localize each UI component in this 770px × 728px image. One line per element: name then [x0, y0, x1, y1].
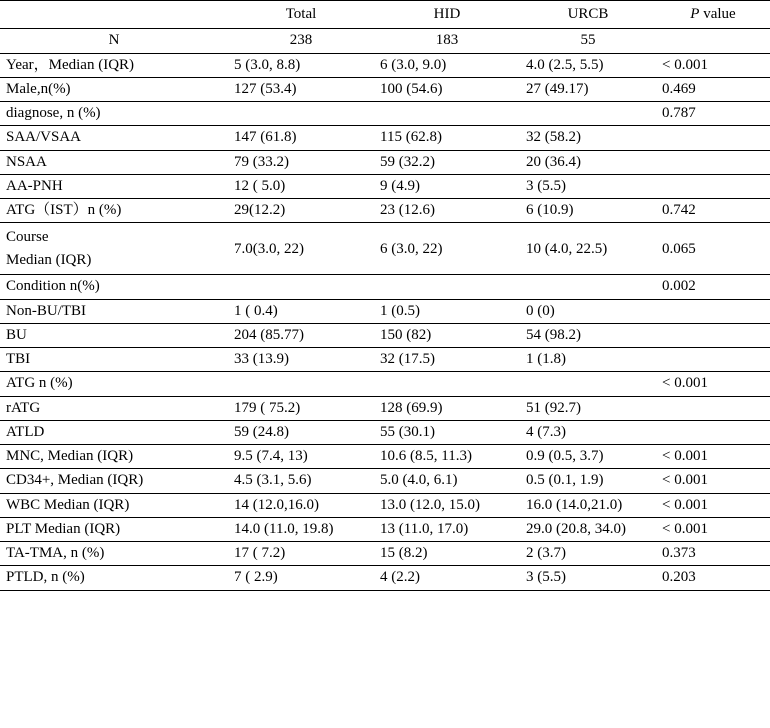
cell-hid: 6 (3.0, 22) — [380, 240, 443, 257]
cell-urcb — [520, 375, 656, 393]
row-label: TA-TMA, n (%) — [6, 545, 105, 561]
row-label: diagnose, n (%) — [6, 105, 101, 121]
cell-urcb: 16.0 (14.0,21.0) — [526, 496, 623, 513]
cell-total: 179 ( 75.2) — [234, 399, 301, 416]
cell-pvalue: 0.742 — [662, 202, 696, 218]
row-label: WBC Median (IQR) — [6, 496, 130, 513]
cell-hid: 55 (30.1) — [380, 423, 435, 440]
cell-urcb — [520, 278, 656, 296]
cell-urcb: 10 (4.0, 22.5) — [526, 240, 608, 257]
cell-pvalue — [656, 326, 770, 344]
cell-hid: 13.0 (12.0, 15.0) — [380, 496, 480, 513]
table-row — [0, 348, 770, 372]
header-pvalue — [656, 1, 770, 28]
row-label: Male,n(%) — [6, 80, 71, 97]
cell-hid: 6 (3.0, 9.0) — [380, 56, 447, 73]
table-row — [0, 493, 770, 517]
header-pvalue-suffix: value — [699, 6, 736, 22]
cell-pvalue: 0.065 — [662, 240, 696, 257]
cell-total: 29(12.2) — [234, 202, 286, 218]
cell-hid: 59 (32.2) — [380, 153, 435, 170]
cell-hid: 5.0 (4.0, 6.1) — [380, 472, 458, 489]
cell-hid — [374, 105, 520, 123]
cell-pvalue — [656, 399, 770, 417]
cell-urcb: 2 (3.7) — [526, 545, 566, 561]
cell-urcb: 55 — [580, 32, 596, 49]
cell-urcb: 29.0 (20.8, 34.0) — [526, 520, 626, 537]
row-label: SAA/VSAA — [6, 129, 82, 146]
row-label: TBI — [6, 351, 31, 367]
cell-pvalue — [656, 177, 770, 195]
row-label: ATG n (%) — [6, 375, 73, 392]
table-row — [0, 275, 770, 299]
cell-pvalue — [656, 351, 770, 369]
table-row — [0, 566, 770, 590]
table-row — [0, 420, 770, 444]
table-row — [0, 77, 770, 101]
header-total: Total — [285, 6, 317, 22]
table-row — [0, 469, 770, 493]
cell-total: 7 ( 2.9) — [234, 569, 278, 586]
row-label: PLT Median (IQR) — [6, 520, 121, 537]
cell-hid: 10.6 (8.5, 11.3) — [380, 448, 472, 464]
cell-hid: 115 (62.8) — [380, 129, 442, 146]
cell-hid: 100 (54.6) — [380, 80, 443, 97]
cell-urcb: 0.5 (0.1, 1.9) — [526, 472, 604, 489]
cell-hid: 4 (2.2) — [380, 569, 420, 586]
cell-pvalue: 0.002 — [662, 278, 696, 295]
table-row — [0, 223, 770, 275]
cell-total: 33 (13.9) — [234, 351, 289, 367]
header-hid: HID — [433, 6, 461, 22]
cell-hid: 1 (0.5) — [380, 302, 420, 319]
header-blank — [0, 6, 228, 24]
cell-total: 238 — [289, 32, 313, 49]
table-row — [0, 517, 770, 541]
cell-total: 4.5 (3.1, 5.6) — [234, 472, 312, 489]
cell-hid: 23 (12.6) — [380, 202, 435, 218]
cell-hid: 9 (4.9) — [380, 177, 420, 194]
row-label: ATLD — [6, 423, 45, 440]
cell-urcb: 27 (49.17) — [526, 80, 589, 97]
cell-urcb: 6 (10.9) — [526, 202, 574, 218]
cell-pvalue: 0.203 — [662, 569, 696, 586]
cell-urcb: 0 (0) — [526, 302, 555, 319]
cell-hid: 13 (11.0, 17.0) — [380, 520, 469, 537]
row-label: PTLD, n (%) — [6, 569, 85, 586]
cell-urcb: 3 (5.5) — [526, 569, 566, 586]
cell-total: 14.0 (11.0, 19.8) — [234, 520, 334, 537]
cell-urcb: 54 (98.2) — [526, 326, 581, 343]
cell-total: 79 (33.2) — [234, 153, 289, 170]
cell-pvalue: < 0.001 — [662, 375, 708, 392]
cell-hid — [374, 375, 520, 393]
cell-pvalue — [656, 32, 770, 50]
row-label: Course Median (IQR) — [6, 229, 92, 268]
cell-urcb: 4.0 (2.5, 5.5) — [526, 56, 604, 73]
cell-urcb — [520, 105, 656, 123]
cell-pvalue: < 0.001 — [662, 520, 708, 537]
cell-total — [228, 278, 374, 296]
cell-hid: 150 (82) — [380, 326, 432, 343]
row-label: CD34+, Median (IQR) — [6, 472, 144, 489]
cell-hid: 32 (17.5) — [380, 351, 435, 367]
cell-pvalue — [656, 302, 770, 320]
table-row — [0, 174, 770, 198]
table-row — [0, 372, 770, 396]
cell-total: 147 (61.8) — [234, 129, 297, 146]
cell-urcb: 4 (7.3) — [526, 423, 566, 440]
cell-urcb: 0.9 (0.5, 3.7) — [526, 448, 604, 464]
cell-pvalue — [656, 153, 770, 171]
table-row — [0, 126, 770, 150]
header-urcb: URCB — [567, 6, 609, 22]
row-label: BU — [6, 326, 27, 343]
row-label: Non-BU/TBI — [6, 302, 86, 319]
table-row-n — [0, 29, 770, 53]
cell-total: 127 (53.4) — [234, 80, 297, 97]
table-row — [0, 150, 770, 174]
cell-total: 5 (3.0, 8.8) — [234, 56, 301, 73]
cell-total: 17 ( 7.2) — [234, 545, 286, 561]
cell-hid: 183 — [435, 32, 459, 49]
table-row — [0, 299, 770, 323]
row-label: AA-PNH — [6, 177, 63, 194]
cell-total: 12 ( 5.0) — [234, 177, 286, 194]
header-pvalue-italic: P — [690, 6, 700, 22]
cell-total: 14 (12.0,16.0) — [234, 496, 319, 513]
cell-total: 1 ( 0.4) — [234, 302, 278, 319]
cell-pvalue: < 0.001 — [662, 448, 708, 464]
cell-pvalue: < 0.001 — [662, 56, 708, 73]
table-row — [0, 53, 770, 77]
cell-pvalue: < 0.001 — [662, 496, 708, 513]
cell-total — [228, 105, 374, 123]
row-label: MNC, Median (IQR) — [6, 448, 134, 464]
cell-pvalue — [656, 423, 770, 441]
cell-hid: 15 (8.2) — [380, 545, 428, 561]
cell-total: 204 (85.77) — [234, 326, 304, 343]
row-label: NSAA — [6, 153, 47, 170]
cell-urcb: 32 (58.2) — [526, 129, 581, 146]
cell-pvalue: 0.787 — [662, 105, 696, 121]
cell-total: 59 (24.8) — [234, 423, 289, 440]
cell-urcb: 51 (92.7) — [526, 399, 581, 416]
table-row — [0, 102, 770, 126]
table-row — [0, 199, 770, 223]
row-label: rATG — [6, 399, 41, 416]
cell-pvalue: 0.373 — [662, 545, 696, 561]
cell-pvalue: < 0.001 — [662, 472, 708, 489]
table-row — [0, 445, 770, 469]
cell-urcb: 1 (1.8) — [526, 351, 566, 367]
cell-pvalue — [656, 129, 770, 147]
row-label: ATG（IST）n (%) — [6, 202, 122, 218]
cell-pvalue: 0.469 — [662, 80, 696, 97]
row-label: Year，Median (IQR) — [6, 56, 135, 73]
cell-total — [228, 375, 374, 393]
table-header-row — [0, 1, 770, 29]
table-row — [0, 396, 770, 420]
cell-urcb: 3 (5.5) — [526, 177, 566, 194]
cell-urcb: 20 (36.4) — [526, 153, 581, 170]
row-label: N — [108, 32, 120, 49]
table-row — [0, 323, 770, 347]
table-row — [0, 542, 770, 566]
row-label: Condition n(%) — [6, 278, 100, 295]
cell-hid: 128 (69.9) — [380, 399, 443, 416]
cell-hid — [374, 278, 520, 296]
cell-total: 7.0(3.0, 22) — [234, 240, 304, 257]
cell-total: 9.5 (7.4, 13) — [234, 448, 308, 464]
